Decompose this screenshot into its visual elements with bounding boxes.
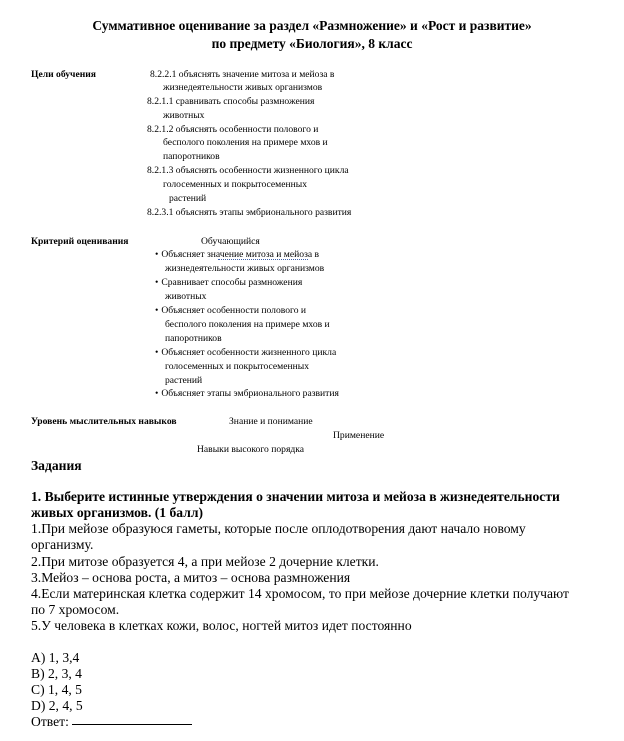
answer-row [31, 714, 192, 731]
objectives-label: Цели обучения [31, 69, 96, 80]
objective-line: голосеменных и покрытосеменных [163, 179, 308, 190]
criteria-line: голосеменных и покрытосеменных [165, 361, 310, 372]
answer-label: Ответ: [31, 714, 69, 729]
thinking-level-higher: Навыки высокого порядка [197, 444, 305, 455]
question-1-line1: 1. Выберите истинные утверждения о значении митоза и мейоза в жизнедеятельности [31, 489, 560, 504]
criteria-line: • Объясняет особенности полового и [155, 304, 306, 317]
criteria-line: • Объясняет особенности жизненного цикла [155, 346, 336, 359]
thinking-label: Уровень мыслительных навыков [31, 416, 177, 427]
objective-line: 8.2.2.1 объяснять значение митоза и мейоза в [150, 69, 335, 80]
question-1-line2: живых организмов. (1 балл) [31, 505, 203, 520]
criteria-label: Критерий оценивания [31, 236, 129, 247]
statement-line: 3.Мейоз – основа роста, а митоз – основа размножения [31, 570, 351, 585]
option-c: С) 1, 4, 5 [31, 682, 82, 697]
objective-line: 8.2.3.1 объяснять этапы эмбрионального развития [147, 207, 352, 218]
option-b: В) 2, 3, 4 [31, 666, 82, 681]
criteria-line: растений [165, 375, 203, 386]
statement-line: 2.При митозе образуется 4, а при мейозе 2 дочерние клетки. [31, 554, 379, 569]
spellcheck-underline [218, 259, 308, 260]
statement-line: 1.При мейозе образуюся гаметы, которые после оплодотворения дают начало новому [31, 521, 526, 536]
thinking-level-knowledge: Знание и понимание [229, 416, 313, 427]
option-d: D) 2, 4, 5 [31, 698, 83, 713]
criteria-line: бесполого поколения на примере мхов и [165, 319, 330, 330]
page-title-line1: Суммативное оценивание за раздел «Размножение» и «Рост и развитие» [92, 18, 532, 33]
statement-line: 4.Если материнская клетка содержит 14 хромосом, то при мейозе дочерние клетки получают [31, 586, 569, 601]
tasks-heading: Задания [31, 458, 82, 473]
criteria-intro: Обучающийся [201, 236, 260, 247]
objective-line: растений [169, 193, 207, 204]
objective-line: 8.2.1.2 объяснять особенности полового и [147, 124, 319, 135]
page-title-line2: по предмету «Биология», 8 класс [211, 36, 413, 51]
objective-line: жизнедеятельности живых организмов [163, 82, 323, 93]
criteria-line: • Сравнивает способы размножения [155, 276, 302, 289]
objective-line: животных [163, 110, 205, 121]
statement-line: по 7 хромосом. [31, 602, 120, 617]
thinking-level-application: Применение [333, 430, 385, 441]
statement-line: организму. [31, 537, 94, 552]
objective-line: бесполого поколения на примере мхов и [163, 137, 328, 148]
statement-line: 5.У человека в клетках кожи, волос, ногтей митоз идет постоянно [31, 618, 412, 633]
criteria-line: животных [165, 291, 207, 302]
criteria-line: • Объясняет значение митоза и мейоза в [155, 248, 319, 261]
option-a: А) 1, 3,4 [31, 650, 80, 665]
answer-blank[interactable] [72, 724, 192, 725]
criteria-line: папоротников [165, 333, 222, 344]
criteria-line: • Объясняет этапы эмбрионального развития [155, 387, 339, 400]
criteria-line: жизнедеятельности живых организмов [165, 263, 325, 274]
objective-line: 8.2.1.3 объяснять особенности жизненного цикла [147, 165, 349, 176]
objective-line: папоротников [163, 151, 220, 162]
objective-line: 8.2.1.1 сравнивать способы размножения [147, 96, 315, 107]
